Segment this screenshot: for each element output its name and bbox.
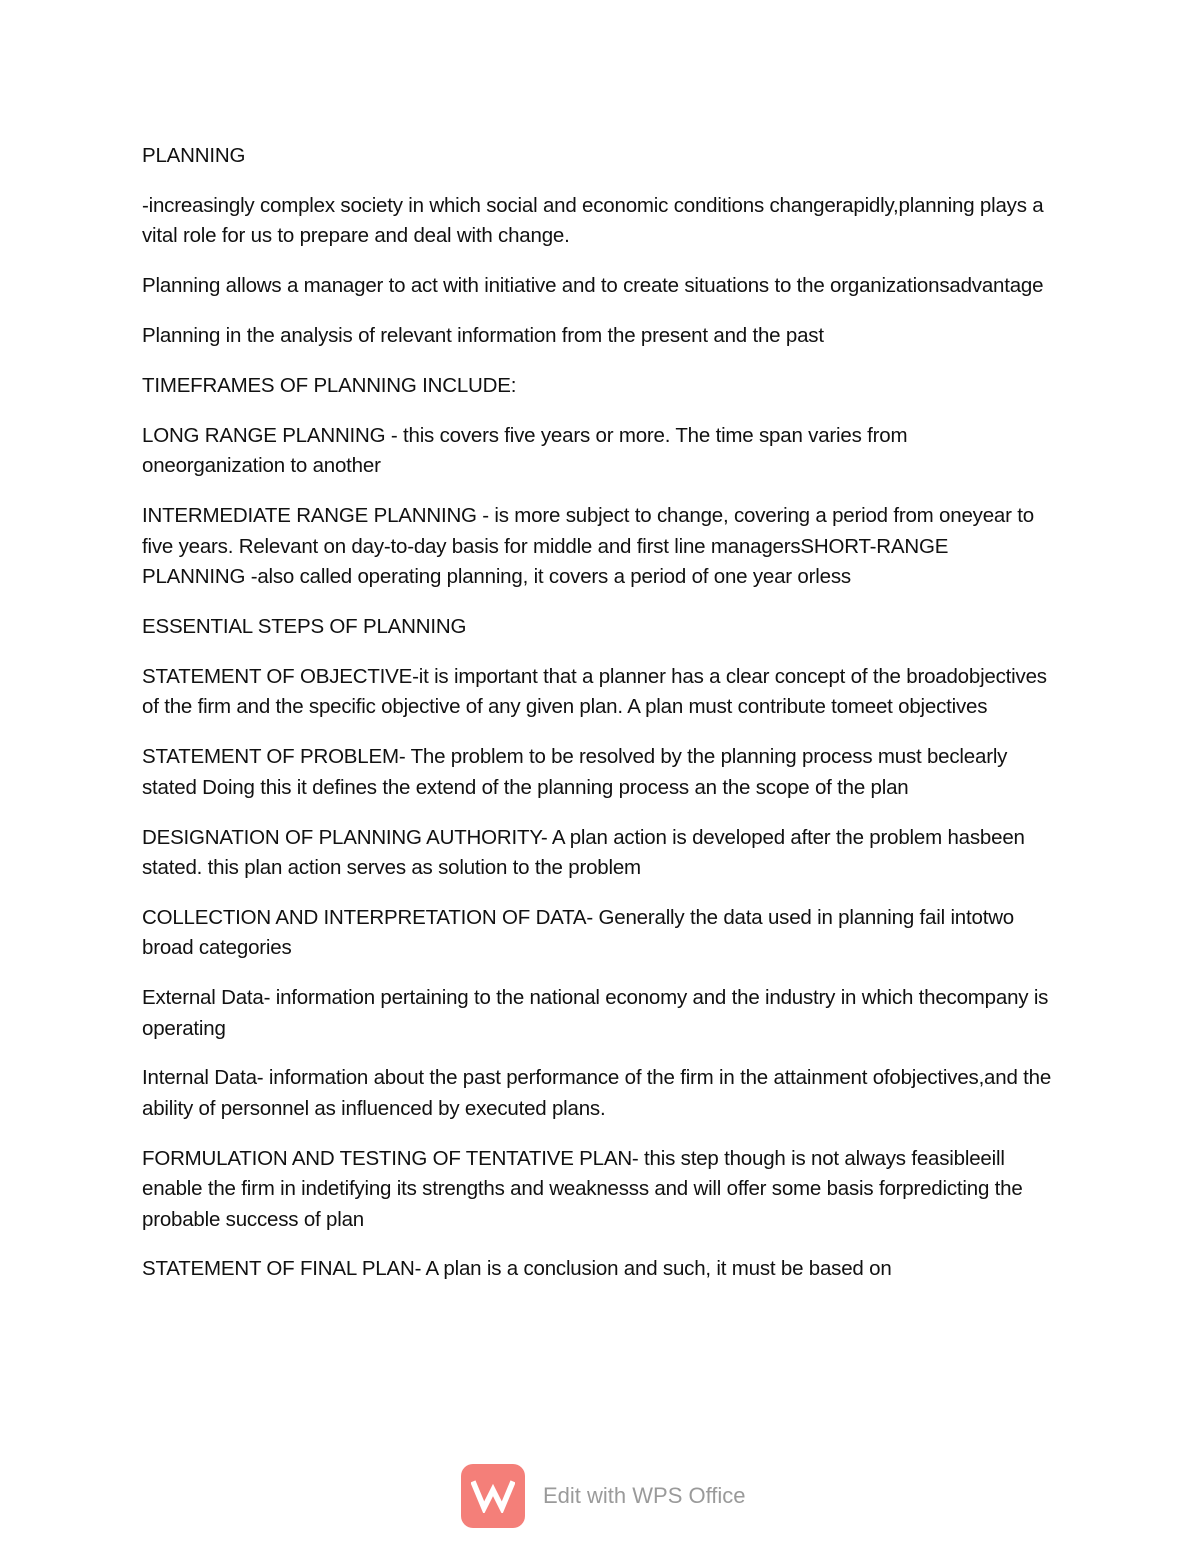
paragraph: Planning allows a manager to act with initiative and to create situations to the organizationsadvantage [142,274,1044,298]
paragraph: LONG RANGE PLANNING - this covers five years or more. The time span varies from oneorganization to another [142,423,908,478]
wps-edit-banner[interactable] [461,1463,746,1529]
paragraph: STATEMENT OF FINAL PLAN- A plan is a conclusion and such, it must be based on [142,1257,892,1281]
paragraph: COLLECTION AND INTERPRETATION OF DATA- Generally the data used in planning fail intotwo broad categories [142,905,1015,960]
paragraph: STATEMENT OF OBJECTIVE-it is important that a planner has a clear concept of the broadobjectives of the firm and the specific objective of any given plan. A plan must contribute tomeet objectives [142,664,1047,719]
paragraph: External Data- information pertaining to the national economy and the industry in which thecompany is operating [142,986,1049,1040]
paragraph: Internal Data- information about the past performance of the firm in the attainment ofobjectives,and the ability of personnel as influenced by executed plans. [142,1066,1052,1120]
wps-office-logo-icon [461,1464,525,1528]
paragraph: FORMULATION AND TESTING OF TENTATIVE PLAN- this step though is not always feasibleeill enable the firm in indetifying its strengths and weaknesss and will offer some basis forpredicting the probable success of plan [142,1146,1023,1231]
document-page [142,141,1052,1304]
paragraph: Planning in the analysis of relevant information from the present and the past [142,324,824,348]
paragraph: STATEMENT OF PROBLEM- The problem to be resolved by the planning process must beclearly stated Doing this it defines the extend of the planning process an the scope of the plan [142,745,1008,799]
section-heading: TIMEFRAMES OF PLANNING INCLUDE: [142,374,517,398]
document-title: PLANNING [142,144,246,167]
paragraph: -increasingly complex society in which social and economic conditions changerapidly,planning plays a vital role for us to prepare and deal with change. [142,193,1044,248]
edit-with-wps-label[interactable]: Edit with WPS Office [543,1483,746,1508]
section-heading: ESSENTIAL STEPS OF PLANNING [142,614,467,638]
paragraph: DESIGNATION OF PLANNING AUTHORITY- A plan action is developed after the problem hasbeen stated. this plan action serves as solution to the problem [142,825,1025,879]
paragraph: INTERMEDIATE RANGE PLANNING - is more subject to change, covering a period from oneyear to five years. Relevant on day-to-day basis for middle and first line managersSHORT-RANGE PLANNING -also called operating planning, it covers a period of one year orless [142,504,1034,589]
